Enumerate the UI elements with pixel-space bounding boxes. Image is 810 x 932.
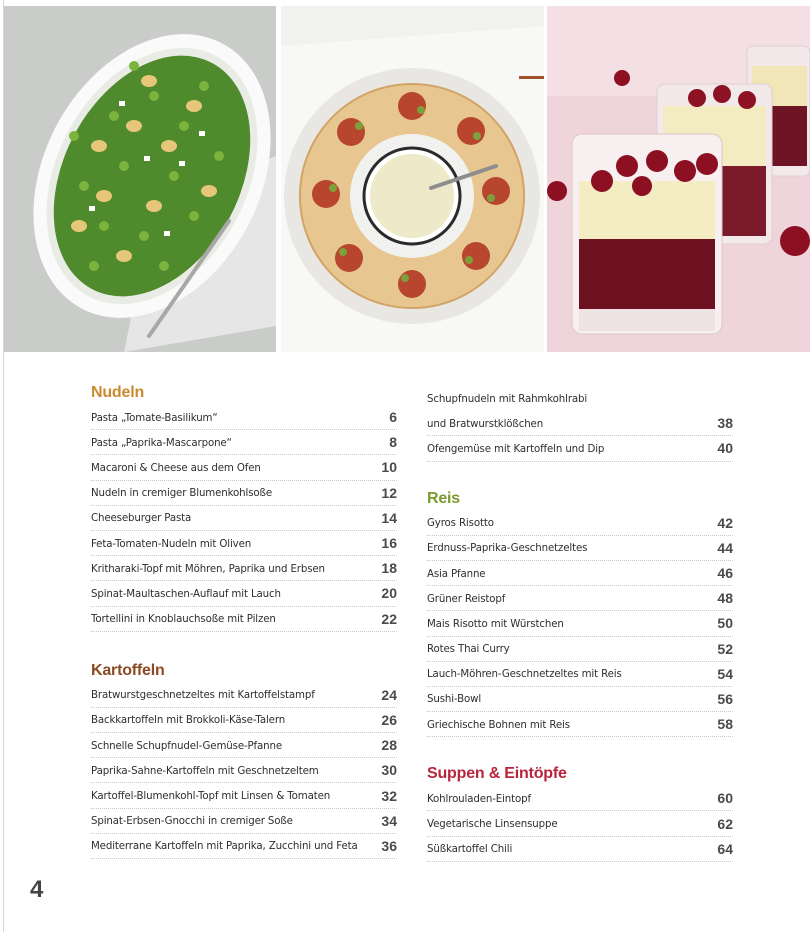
toc-entry-title: Ofengemüse mit Kartoffeln und Dip	[427, 441, 605, 455]
toc-entry-title: Pasta „Tomate-Basilikum“	[91, 410, 218, 424]
toc-entry-page: 20	[381, 585, 397, 602]
toc-entry[interactable]	[91, 809, 397, 834]
toc-entry[interactable]	[427, 586, 733, 611]
toc-entry-title: Schupfnudeln mit Rahmkohlrabi	[427, 392, 588, 406]
toc-entry-title: Asia Pfanne	[427, 566, 486, 580]
section-title-reis: Reis	[427, 489, 460, 507]
toc-entry-page: 42	[717, 514, 733, 531]
toc-entry-page: 12	[381, 484, 397, 501]
toc-entry-page: 14	[381, 509, 397, 526]
toc-entry[interactable]	[427, 837, 733, 862]
toc-right-column	[427, 386, 733, 862]
toc-entry[interactable]	[427, 561, 733, 586]
toc-entry-page: 50	[717, 615, 733, 632]
toc-entry[interactable]	[91, 556, 397, 581]
toc-entry-title: Erdnuss-Paprika-Geschnetzeltes	[427, 541, 588, 555]
toc-entry-page: 52	[717, 640, 733, 657]
toc-entry-title: Griechische Bohnen mit Reis	[427, 717, 570, 731]
toc-entry-page: 26	[381, 711, 397, 728]
toc-entry[interactable]	[427, 611, 733, 636]
toc-entry-title: Feta-Tomaten-Nudeln mit Oliven	[91, 536, 252, 550]
toc-entry-page: 44	[717, 539, 733, 556]
toc-entry[interactable]	[427, 511, 733, 536]
toc-left-column	[91, 380, 397, 859]
toc-entry-page: 32	[381, 787, 397, 804]
toc-entry[interactable]	[91, 783, 397, 808]
toc-entry-title: Vegetarische Linsensuppe	[427, 817, 558, 831]
toc-entry[interactable]	[91, 733, 397, 758]
section-title-suppen: Suppen & Eintöpfe	[427, 765, 567, 783]
toc-entry[interactable]	[427, 637, 733, 662]
toc-entry[interactable]	[427, 436, 733, 461]
toc-entry[interactable]	[427, 811, 733, 836]
section-title-nudeln: Nudeln	[91, 384, 145, 401]
toc-entry-page: 16	[381, 535, 397, 552]
toc-entry-page: 6	[389, 409, 397, 426]
toc-entry[interactable]	[91, 683, 397, 708]
toc-entry-page: 62	[717, 815, 733, 832]
section-list-kartoffeln-continued	[427, 386, 733, 462]
section-list-suppen	[427, 786, 733, 862]
toc-entry-title: Backkartoffeln mit Brokkoli-Käse-Talern	[91, 713, 286, 727]
toc-entry-page: 36	[381, 837, 397, 854]
toc-entry-page: 18	[381, 560, 397, 577]
section-list-nudeln	[91, 405, 397, 632]
toc-entry-title: Sushi-Bowl	[427, 692, 482, 706]
toc-entry-page: 48	[717, 590, 733, 607]
toc-entry-page: 34	[381, 812, 397, 829]
toc-entry-title: Bratwurstgeschnetzeltes mit Kartoffelstampf	[91, 688, 315, 702]
toc-entry[interactable]	[427, 411, 733, 436]
toc-entry-page: 38	[717, 415, 733, 432]
toc-entry-title: Süßkartoffel Chili	[427, 842, 513, 856]
toc-entry-title: Mediterrane Kartoffeln mit Paprika, Zucchini und Feta	[91, 839, 358, 853]
toc-entry[interactable]	[91, 506, 397, 531]
toc-entry[interactable]	[427, 786, 733, 811]
toc-entry[interactable]	[91, 758, 397, 783]
toc-entry[interactable]	[427, 687, 733, 712]
toc-entry[interactable]	[91, 531, 397, 556]
toc-entry-title: Gyros Risotto	[427, 516, 494, 530]
toc-entry-page: 10	[381, 459, 397, 476]
page-number: 4	[30, 876, 44, 903]
toc-entry-title: Tortellini in Knoblauchsoße mit Pilzen	[91, 612, 276, 626]
pasta-peas-photo	[4, 6, 276, 352]
section-list-reis	[427, 511, 733, 738]
toc-entry[interactable]	[427, 386, 733, 411]
toc-entry[interactable]	[91, 405, 397, 430]
toc-entry-title: Cheeseburger Pasta	[91, 511, 192, 525]
toc-entry[interactable]	[91, 708, 397, 733]
toc-entry-page: 64	[717, 840, 733, 857]
toc-entry-title: Macaroni & Cheese aus dem Ofen	[91, 460, 261, 474]
toc-entry-page: 56	[717, 690, 733, 707]
toc-entry-page: 40	[717, 440, 733, 457]
toc-entry-page: 8	[389, 434, 397, 451]
toc-entry-page: 58	[717, 716, 733, 733]
toc-entry-page: 54	[717, 665, 733, 682]
section-title-kartoffeln: Kartoffeln	[91, 661, 165, 679]
toc-entry-page: 46	[717, 565, 733, 582]
toc-entry-page: 30	[381, 762, 397, 779]
section-list-kartoffeln	[91, 683, 397, 859]
toc-entry-title: Rotes Thai Curry	[427, 642, 510, 656]
cherry-dessert-photo	[547, 6, 810, 352]
pizza-ring-photo	[281, 6, 544, 352]
toc-entry[interactable]	[427, 536, 733, 561]
toc-entry-title: Nudeln in cremiger Blumenkohlsoße	[91, 486, 272, 500]
toc-entry[interactable]	[91, 430, 397, 455]
toc-entry-title: Kohlrouladen-Eintopf	[427, 791, 531, 805]
toc-entry-title: Kartoffel-Blumenkohl-Topf mit Linsen & Tomaten	[91, 789, 331, 803]
toc-entry-title: Spinat-Maultaschen-Auflauf mit Lauch	[91, 586, 281, 600]
toc-entry-page: 22	[381, 610, 397, 627]
toc-entry-title: und Bratwurstklößchen	[427, 416, 544, 430]
toc-entry[interactable]	[91, 481, 397, 506]
toc-entry[interactable]	[91, 455, 397, 480]
toc-entry-title: Spinat-Erbsen-Gnocchi in cremiger Soße	[91, 814, 293, 828]
toc-entry[interactable]	[91, 581, 397, 606]
toc-entry-page: 28	[381, 737, 397, 754]
toc-entry-title: Lauch-Möhren-Geschnetzeltes mit Reis	[427, 667, 622, 681]
toc-entry-page: 60	[717, 790, 733, 807]
toc-entry[interactable]	[91, 607, 397, 632]
toc-entry-page: 24	[381, 686, 397, 703]
toc-entry[interactable]	[427, 662, 733, 687]
toc-entry-title: Schnelle Schupfnudel-Gemüse-Pfanne	[91, 738, 282, 752]
toc-entry[interactable]	[91, 834, 397, 859]
toc-entry-title: Pasta „Paprika-Mascarpone“	[91, 435, 232, 449]
toc-entry-title: Grüner Reistopf	[427, 591, 506, 605]
toc-entry-title: Paprika-Sahne-Kartoffeln mit Geschnetzeltem	[91, 763, 319, 777]
toc-entry-title: Mais Risotto mit Würstchen	[427, 616, 564, 630]
toc-entry[interactable]	[427, 712, 733, 737]
toc-entry-title: Kritharaki-Topf mit Möhren, Paprika und Erbsen	[91, 561, 325, 575]
